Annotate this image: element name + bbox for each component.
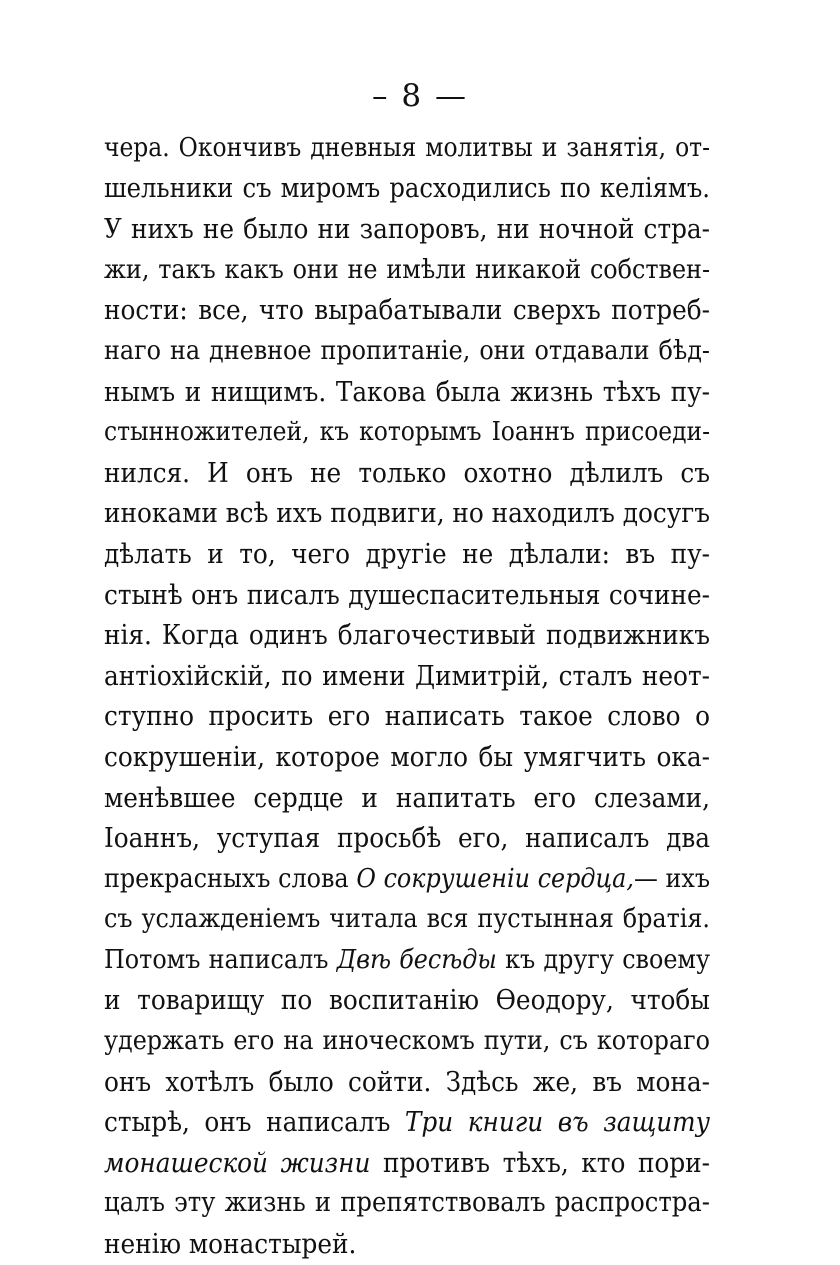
line-text: ности: все, что вырабатывали сверхъ потреб-: [104, 294, 710, 327]
line-text: и товарищу по воспитанію Ѳеодору, чтобы: [104, 984, 710, 1017]
text-line: [104, 940, 710, 981]
line-text: съ услажденіемъ читала вся пустынная братія.: [104, 903, 710, 935]
text-line: [104, 737, 710, 778]
line-text: Іоаннъ, уступая просьбѣ его, написалъ два: [104, 822, 710, 855]
text-line: [104, 169, 710, 210]
text-line: [104, 1021, 710, 1062]
text-line: [104, 899, 710, 940]
body-text: [104, 128, 710, 1265]
text-line: [104, 615, 710, 656]
text-line: [104, 1224, 710, 1265]
line-text: жи, такъ какъ они не имѣли никакой собствен-: [104, 253, 710, 285]
line-text: къ другу своему: [496, 943, 710, 975]
line-text: стырѣ, онъ написалъ: [104, 1106, 405, 1139]
line-text: ступно просить его написать такое слово о: [104, 700, 710, 733]
line-text: нился. И онъ не только охотно дѣлилъ съ: [104, 456, 710, 489]
text-line: [104, 128, 710, 169]
line-text: наго на дневное пропитаніе, они отдавали бѣд-: [104, 334, 710, 366]
line-text: антіохійскій, по имени Димитрій, сталъ неот-: [104, 659, 710, 692]
line-text: стынѣ онъ писалъ душеспасительныя сочине-: [104, 578, 710, 611]
text-line: [104, 859, 710, 900]
line-text: дѣлать и то, чего другіе не дѣлали: въ пу-: [104, 537, 710, 570]
line-text: менѣвшее сердце и напитать его слезами,: [104, 781, 710, 814]
text-line: [104, 453, 710, 494]
text-line: [104, 1102, 710, 1143]
line-text: удержать его на иноческомъ пути, съ котораго: [104, 1025, 710, 1057]
text-line: [104, 209, 710, 250]
text-line: [104, 656, 710, 697]
text-line: [104, 290, 710, 331]
line-text: противъ тѣхъ, кто пори-: [370, 1146, 710, 1179]
text-line: [104, 778, 710, 819]
line-text: нымъ и нищимъ. Такова была жизнь тѣхъ пу-: [104, 375, 710, 408]
line-text: нія. Когда одинъ благочестивый подвижникъ: [104, 619, 710, 652]
text-line: [104, 818, 710, 859]
italic-title-text: Три книги въ защиту: [404, 1106, 710, 1139]
text-line: [104, 331, 710, 372]
italic-title-text: О сокрушеніи сердца,: [356, 862, 634, 894]
page-number: – 8 —: [372, 78, 468, 114]
text-line: [104, 575, 710, 616]
line-text: онъ хотѣлъ было сойти. Здѣсь же, въ мона-: [104, 1065, 710, 1098]
text-line: [104, 1062, 710, 1103]
line-text: шельники съ миромъ расходились по келіямъ.: [104, 172, 710, 204]
line-text: стынножителей, къ которымъ Іоаннъ присоеди-: [104, 417, 710, 448]
line-text: — ихъ: [633, 862, 710, 894]
line-text: ненію монастырей.: [104, 1228, 357, 1261]
text-line: [104, 534, 710, 575]
line-text: Потомъ написалъ: [104, 943, 337, 975]
line-text: У нихъ не было ни запоровъ, ни ночной стра-: [104, 213, 710, 246]
text-line: [104, 372, 710, 413]
italic-title-text: монашеской жизни: [104, 1146, 371, 1179]
line-text: чера. Окончивъ дневныя молитвы и занятія, от-: [104, 133, 710, 163]
italic-title-text: Двѣ бесѣды: [336, 943, 497, 975]
text-line: [104, 412, 710, 453]
line-text: прекрасныхъ слова: [104, 862, 357, 894]
text-line: [104, 250, 710, 291]
line-text: сокрушеніи, которое могло бы умягчить ока-: [104, 740, 710, 773]
line-text: иноками всѣ ихъ подвиги, но находилъ досугъ: [104, 497, 710, 530]
text-line: [104, 696, 710, 737]
text-line: [104, 1183, 710, 1224]
text-line: [104, 1143, 710, 1184]
text-line: [104, 980, 710, 1021]
line-text: цалъ эту жизнь и препятствовалъ распростра-: [104, 1187, 710, 1219]
text-line: [104, 493, 710, 534]
